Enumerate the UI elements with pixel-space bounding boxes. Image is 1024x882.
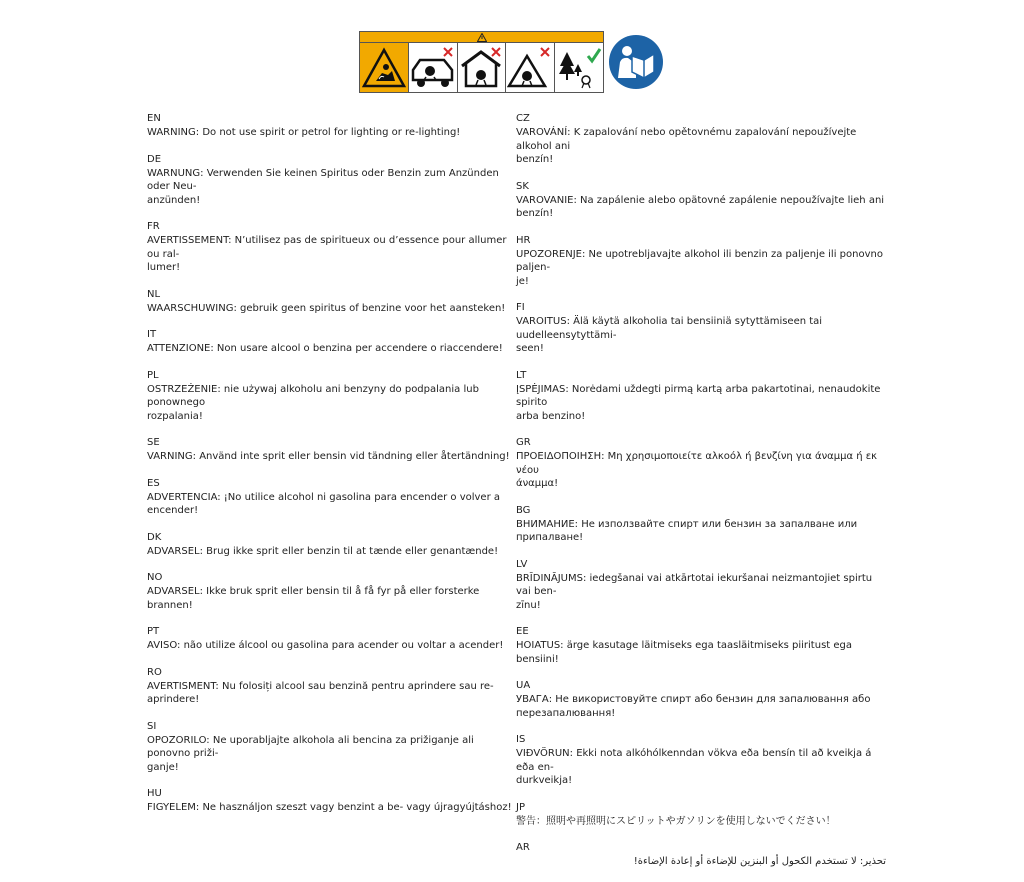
warning-text: UPOZORENJE: Ne upotrebljavajte alkohol ili benzin za paljenje ili ponovno paljen- je!	[516, 248, 883, 287]
warning-entry-si	[147, 720, 517, 775]
language-code: AR	[516, 842, 530, 853]
warning-text: ADVERTENCIA: ¡No utilice alcohol ni gasolina para encender o volver a encender!	[147, 491, 504, 516]
warning-banner	[360, 32, 603, 43]
warning-text: VAROVÁNÍ: K zapalování nebo opětovnému zapalování nepoužívejte alkohol ani benzín!	[516, 127, 857, 165]
language-code: SE	[147, 437, 160, 448]
language-code: DE	[147, 153, 162, 165]
warning-text: AVERTISSEMENT: N’utilisez pas de spiritueux ou d’essence pour allumer ou ral- lumer!	[147, 235, 507, 273]
warning-burn-icon	[360, 43, 409, 92]
warning-text: VAROITUS: Älä käytä alkoholia tai bensiiniä sytyttämiseen tai uudelleensytyttämi- seen!	[516, 316, 823, 354]
warning-entry-cz	[516, 112, 886, 167]
warning-entry-hu	[147, 787, 517, 815]
warning-entry-bg	[516, 504, 886, 545]
language-code: ES	[147, 477, 160, 489]
warning-text: HOIATUS: ärge kasutage läitmiseks ega taasläitmiseks piiritust ega bensiini!	[516, 640, 856, 665]
language-code: RO	[147, 666, 162, 678]
warning-text: VIÐVÖRUN: Ekki nota alkóhólkenndan vökva eða bensín til að kveikja á eða en- durkveikja!	[516, 748, 872, 786]
warning-text: WAARSCHUWING: gebruik geen spiritus of benzine voor het aansteken!	[147, 302, 506, 314]
language-code: IT	[147, 329, 157, 340]
language-code: FR	[147, 221, 160, 232]
warning-text: 警告：照明や再照明にスピリットやガソリンを使用しないでください！	[516, 815, 836, 827]
language-code: EE	[516, 626, 529, 637]
warning-entry-hr	[516, 234, 886, 289]
warning-entry-en	[147, 112, 517, 140]
warning-entry-nl	[147, 288, 517, 316]
warnings-right-column	[516, 112, 886, 882]
language-code: HU	[147, 788, 162, 799]
language-code: PT	[147, 626, 160, 637]
language-code: HR	[516, 234, 531, 246]
warning-text: VAROVANIE: Na zapálenie alebo opätovné zapálenie nepoužívajte lieh ani benzín!	[516, 194, 888, 219]
language-code: EN	[147, 113, 161, 124]
warning-entry-it	[147, 328, 517, 356]
language-code: LT	[516, 369, 527, 381]
read-manual-icon	[608, 34, 664, 90]
language-code: IS	[516, 734, 526, 745]
warning-entry-ee	[516, 625, 886, 666]
warning-entry-lt	[516, 369, 886, 424]
language-code: DK	[147, 531, 162, 543]
language-code: NO	[147, 572, 163, 583]
warning-entry-de	[147, 153, 517, 208]
warning-text: ADVARSEL: Ikke bruk sprit eller bensin til å få fyr på eller forsterke brannen!	[147, 586, 483, 611]
warning-entry-pl	[147, 369, 517, 424]
language-code: JP	[516, 801, 525, 813]
language-code: SK	[516, 180, 529, 192]
warning-entry-sk	[516, 180, 886, 221]
no-car-icon	[409, 43, 458, 92]
language-code: NL	[147, 288, 161, 300]
warning-entry-fr	[147, 220, 517, 275]
warning-entry-pt	[147, 625, 517, 653]
language-code: LV	[516, 558, 528, 570]
language-code: UA	[516, 680, 531, 691]
warning-text: OPOZORILO: Ne uporabljajte alkohola ali bencina za prižiganje ali ponovno priži- ganje!	[147, 734, 474, 773]
language-code: BG	[516, 504, 531, 516]
warning-text: AVISO: não utilize álcool ou gasolina para acender ou voltar a acender!	[147, 640, 504, 651]
warning-text: WARNING: Do not use spirit or petrol for lighting or re-lighting!	[147, 127, 461, 138]
warning-entry-es	[147, 477, 517, 518]
language-code: SI	[147, 720, 157, 732]
language-code: GR	[516, 437, 531, 448]
no-house-icon	[458, 43, 507, 92]
warning-entry-dk	[147, 531, 517, 559]
warning-text: BRĪDINĀJUMS: iedegšanai vai atkārtotai iekuršanai neizmantojiet spirtu vai ben- zīnu!	[516, 572, 873, 611]
warning-entry-ar	[516, 841, 886, 869]
warning-text: VARNING: Använd inte sprit eller bensin vid tändning eller återtändning!	[147, 451, 510, 462]
language-code: PL	[147, 369, 159, 381]
warning-text: УВАГА: Не використовуйте спирт або бензин для запалювання або перезапалювання!	[516, 694, 871, 719]
warning-text: ADVARSEL: Brug ikke sprit eller benzin til at tænde eller genantænde!	[147, 545, 499, 557]
warning-entry-fi	[516, 301, 886, 356]
warning-text: AVERTISMENT: Nu folosiți alcool sau benzină pentru aprindere sau re-aprindere!	[147, 680, 494, 705]
warning-entry-jp	[516, 801, 886, 829]
no-tent-icon	[506, 43, 555, 92]
warning-entry-ua	[516, 679, 886, 720]
warning-text: تحذير: لا تستخدم الكحول أو البنزين للإضاءة أو إعادة الإضاءة!	[633, 856, 886, 867]
warning-pictogram-strip	[359, 31, 604, 93]
warning-text: ВНИМАНИЕ: Не използвайте спирт или бензин за запалване или припалване!	[516, 518, 858, 543]
warning-entry-se	[147, 436, 517, 464]
warning-text: WARNUNG: Verwenden Sie keinen Spiritus oder Benzin zum Anzünden oder Neu- anzünden!	[147, 167, 499, 206]
warning-entry-lv	[516, 558, 886, 613]
warning-text: ΠΡΟΕΙΔΟΠΟΙΗΣΗ: Μη χρησιμοποιείτε αλκοόλ ή βενζίνη για άναμμα ή εκ νέου άναμμα!	[516, 451, 878, 489]
outdoor-ok-icon	[555, 43, 603, 92]
warnings-left-column	[147, 112, 517, 828]
language-code: CZ	[516, 113, 530, 124]
warning-text: OSTRZEŻENIE: nie używaj alkoholu ani benzyny do podpalania lub ponownego rozpalania!	[147, 383, 479, 422]
warning-entry-no	[147, 571, 517, 612]
warning-text: ĮSPĖJIMAS: Norėdami uždegti pirmą kartą arba pakartotinai, nenaudokite spirito arba benzino!	[516, 383, 881, 422]
warning-entry-gr	[516, 436, 886, 491]
warning-entry-is	[516, 733, 886, 788]
language-code: FI	[516, 302, 525, 313]
warning-text: FIGYELEM: Ne használjon szeszt vagy benzint a be- vagy újragyújtáshoz!	[147, 802, 512, 813]
small-warning-triangle-icon	[477, 33, 487, 42]
warning-text: ATTENZIONE: Non usare alcool o benzina per accendere o riaccendere!	[147, 343, 503, 354]
warning-entry-ro	[147, 666, 517, 707]
